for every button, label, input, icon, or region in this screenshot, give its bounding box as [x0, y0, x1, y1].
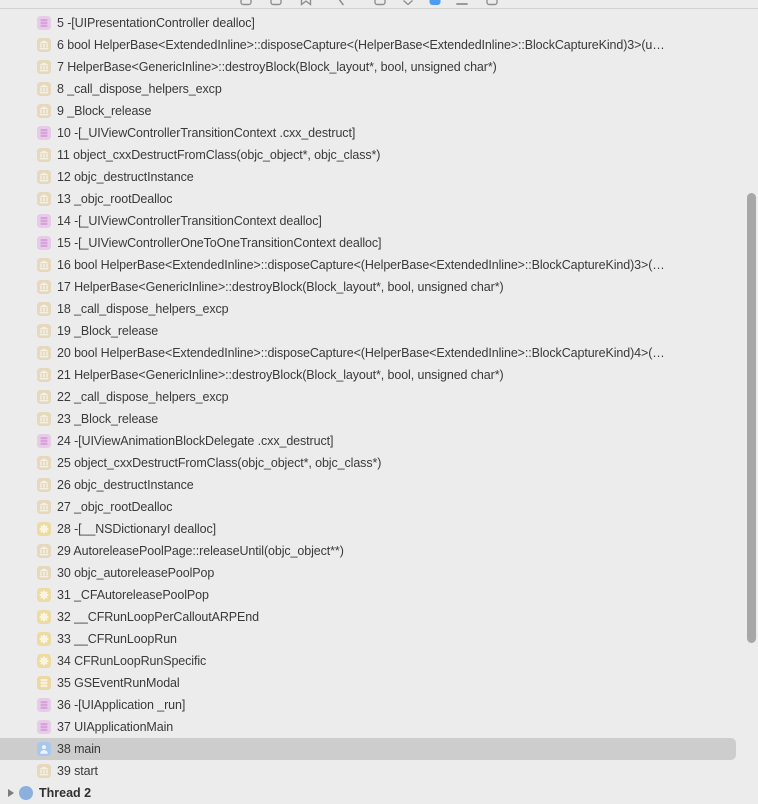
stack-frame-label: 35 GSEventRunModal — [57, 676, 180, 690]
stack-frame-row[interactable] — [0, 254, 736, 276]
system-library-icon — [37, 390, 51, 404]
stack-frame-label: 10 -[_UIViewControllerTransitionContext .cxx_destruct] — [57, 126, 356, 140]
issues-navigator-icon[interactable] — [372, 0, 388, 8]
stack-frame-row[interactable] — [0, 188, 736, 210]
stack-frame-label: 19 _Block_release — [57, 324, 159, 338]
stack-frame-list — [0, 9, 758, 791]
stack-frame-label: 21 HelperBase<GenericInline>::destroyBlock(Block_layout*, bool, unsigned char*) — [57, 368, 504, 382]
stack-frame-row[interactable] — [0, 364, 736, 386]
stack-frame-label: 30 objc_autoreleasePoolPop — [57, 566, 215, 580]
stack-frame-label: 33 __CFRunLoopRun — [57, 632, 177, 646]
framework-library-icon — [37, 434, 51, 448]
stack-frame-label: 31 _CFAutoreleasePoolPop — [57, 588, 209, 602]
framework-library-icon — [37, 236, 51, 250]
system-library-icon — [37, 258, 51, 272]
framework-library-icon — [37, 720, 51, 734]
breakpoints-navigator-icon[interactable] — [454, 0, 470, 8]
stack-frame-row[interactable] — [0, 672, 736, 694]
stack-frame-row[interactable] — [0, 56, 736, 78]
stack-frame-row[interactable] — [0, 144, 736, 166]
system-library-icon — [37, 412, 51, 426]
stack-frame-label: 6 bool HelperBase<ExtendedInline>::disposeCapture<(HelperBase<ExtendedInline>::BlockCaptureKind)3>(u… — [57, 38, 665, 52]
stack-frame-row[interactable] — [0, 100, 736, 122]
system-library-icon — [37, 104, 51, 118]
stack-frame-row[interactable] — [0, 34, 736, 56]
stack-frame-label: 34 CFRunLoopRunSpecific — [57, 654, 207, 668]
system-library-icon — [37, 764, 51, 778]
stack-frame-row[interactable] — [0, 166, 736, 188]
stack-frame-row[interactable] — [0, 540, 736, 562]
framework-library-icon — [37, 214, 51, 228]
stack-frame-label: 7 HelperBase<GenericInline>::destroyBlock(Block_layout*, bool, unsigned char*) — [57, 60, 497, 74]
system-library-icon — [37, 302, 51, 316]
stack-frame-row[interactable] — [0, 452, 736, 474]
stack-frame-label: 26 objc_destructInstance — [57, 478, 194, 492]
debug-navigator-icon[interactable] — [427, 0, 443, 8]
thread-label: Thread 2 — [39, 786, 92, 800]
stack-frame-label: 36 -[UIApplication _run] — [57, 698, 186, 712]
system-library-icon — [37, 544, 51, 558]
reports-navigator-icon[interactable] — [484, 0, 500, 8]
framework-library-icon — [37, 698, 51, 712]
corefoundation-library-icon — [37, 654, 51, 668]
stack-frame-label: 27 _objc_rootDealloc — [57, 500, 173, 514]
find-navigator-icon[interactable] — [330, 0, 346, 8]
stack-frame-label: 24 -[UIViewAnimationBlockDelegate .cxx_destruct] — [57, 434, 334, 448]
system-library-icon — [37, 148, 51, 162]
bookmarks-navigator-icon[interactable] — [298, 0, 314, 8]
source-control-navigator-icon[interactable] — [268, 0, 284, 8]
system-library-icon — [37, 566, 51, 580]
stack-frame-row[interactable] — [0, 606, 736, 628]
stack-frame-row[interactable] — [0, 650, 736, 672]
stack-frame-label: 37 UIApplicationMain — [57, 720, 174, 734]
system-library-icon — [37, 324, 51, 338]
user-code-icon — [37, 742, 51, 756]
stack-frame-row[interactable] — [0, 760, 736, 782]
stack-frame-row[interactable] — [0, 518, 736, 540]
system-library-icon — [37, 500, 51, 514]
corefoundation-library-icon — [37, 588, 51, 602]
stack-frame-row[interactable] — [0, 408, 736, 430]
graphics-services-library-icon — [37, 676, 51, 690]
thread-row[interactable] — [0, 782, 758, 804]
navigator-bar — [0, 0, 758, 9]
corefoundation-library-icon — [37, 522, 51, 536]
stack-frame-label: 38 main — [57, 742, 101, 756]
stack-frame-row[interactable] — [0, 210, 736, 232]
corefoundation-library-icon — [37, 610, 51, 624]
stack-frame-label: 5 -[UIPresentationController dealloc] — [57, 16, 255, 30]
stack-frame-row[interactable] — [0, 122, 736, 144]
stack-frame-label: 9 _Block_release — [57, 104, 152, 118]
system-library-icon — [37, 60, 51, 74]
stack-frame-row[interactable] — [0, 232, 736, 254]
stack-frame-label: 15 -[_UIViewControllerOneToOneTransitionContext dealloc] — [57, 236, 382, 250]
system-library-icon — [37, 170, 51, 184]
stack-frame-row[interactable] — [0, 342, 736, 364]
system-library-icon — [37, 82, 51, 96]
stack-frame-row[interactable] — [0, 716, 736, 738]
system-library-icon — [37, 456, 51, 470]
stack-frame-row[interactable] — [0, 430, 736, 452]
system-library-icon — [37, 38, 51, 52]
thread-icon — [19, 786, 33, 800]
stack-frame-row[interactable] — [0, 474, 736, 496]
stack-frame-label: 12 objc_destructInstance — [57, 170, 194, 184]
disclosure-triangle-icon[interactable] — [8, 789, 14, 797]
stack-frame-label: 16 bool HelperBase<ExtendedInline>::disposeCapture<(HelperBase<ExtendedInline>::BlockCaptureKind)3>(… — [57, 258, 665, 272]
system-library-icon — [37, 280, 51, 294]
stack-frame-row[interactable] — [0, 562, 736, 584]
corefoundation-library-icon — [37, 632, 51, 646]
stack-frame-row[interactable] — [0, 496, 736, 518]
stack-frame-label: 13 _objc_rootDealloc — [57, 192, 173, 206]
stack-frame-row[interactable] — [0, 694, 736, 716]
stack-frame-label: 32 __CFRunLoopPerCalloutARPEnd — [57, 610, 259, 624]
framework-library-icon — [37, 16, 51, 30]
stack-frame-row[interactable] — [0, 320, 736, 342]
tests-navigator-icon[interactable] — [400, 0, 416, 8]
stack-frame-label: 17 HelperBase<GenericInline>::destroyBlock(Block_layout*, bool, unsigned char*) — [57, 280, 504, 294]
stack-frame-label: 18 _call_dispose_helpers_excp — [57, 302, 229, 316]
system-library-icon — [37, 368, 51, 382]
stack-frame-label: 25 object_cxxDestructFromClass(objc_object*, objc_class*) — [57, 456, 382, 470]
system-library-icon — [37, 346, 51, 360]
stack-frame-label: 39 start — [57, 764, 98, 778]
stack-frame-label: 20 bool HelperBase<ExtendedInline>::disposeCapture<(HelperBase<ExtendedInline>::BlockCaptureKind)4>(… — [57, 346, 665, 360]
stack-frame-label: 29 AutoreleasePoolPage::releaseUntil(objc_object**) — [57, 544, 344, 558]
stack-frame-row[interactable] — [0, 386, 736, 408]
stack-frame-row[interactable] — [0, 12, 736, 34]
stack-frame-label: 11 object_cxxDestructFromClass(objc_object*, objc_class*) — [57, 148, 381, 162]
stack-frame-label: 14 -[_UIViewControllerTransitionContext dealloc] — [57, 214, 322, 228]
system-library-icon — [37, 478, 51, 492]
stack-frame-row[interactable] — [0, 738, 736, 760]
stack-frame-row[interactable] — [0, 584, 736, 606]
framework-library-icon — [37, 126, 51, 140]
stack-frame-label: 28 -[__NSDictionaryI dealloc] — [57, 522, 216, 536]
project-navigator-icon[interactable] — [238, 0, 254, 8]
system-library-icon — [37, 192, 51, 206]
stack-frame-row[interactable] — [0, 276, 736, 298]
stack-frame-row[interactable] — [0, 628, 736, 650]
stack-frame-row[interactable] — [0, 298, 736, 320]
stack-frame-label: 22 _call_dispose_helpers_excp — [57, 390, 229, 404]
stack-frame-row[interactable] — [0, 78, 736, 100]
stack-frame-label: 23 _Block_release — [57, 412, 159, 426]
stack-frame-label: 8 _call_dispose_helpers_excp — [57, 82, 222, 96]
scrollbar-thumb[interactable] — [747, 193, 756, 643]
